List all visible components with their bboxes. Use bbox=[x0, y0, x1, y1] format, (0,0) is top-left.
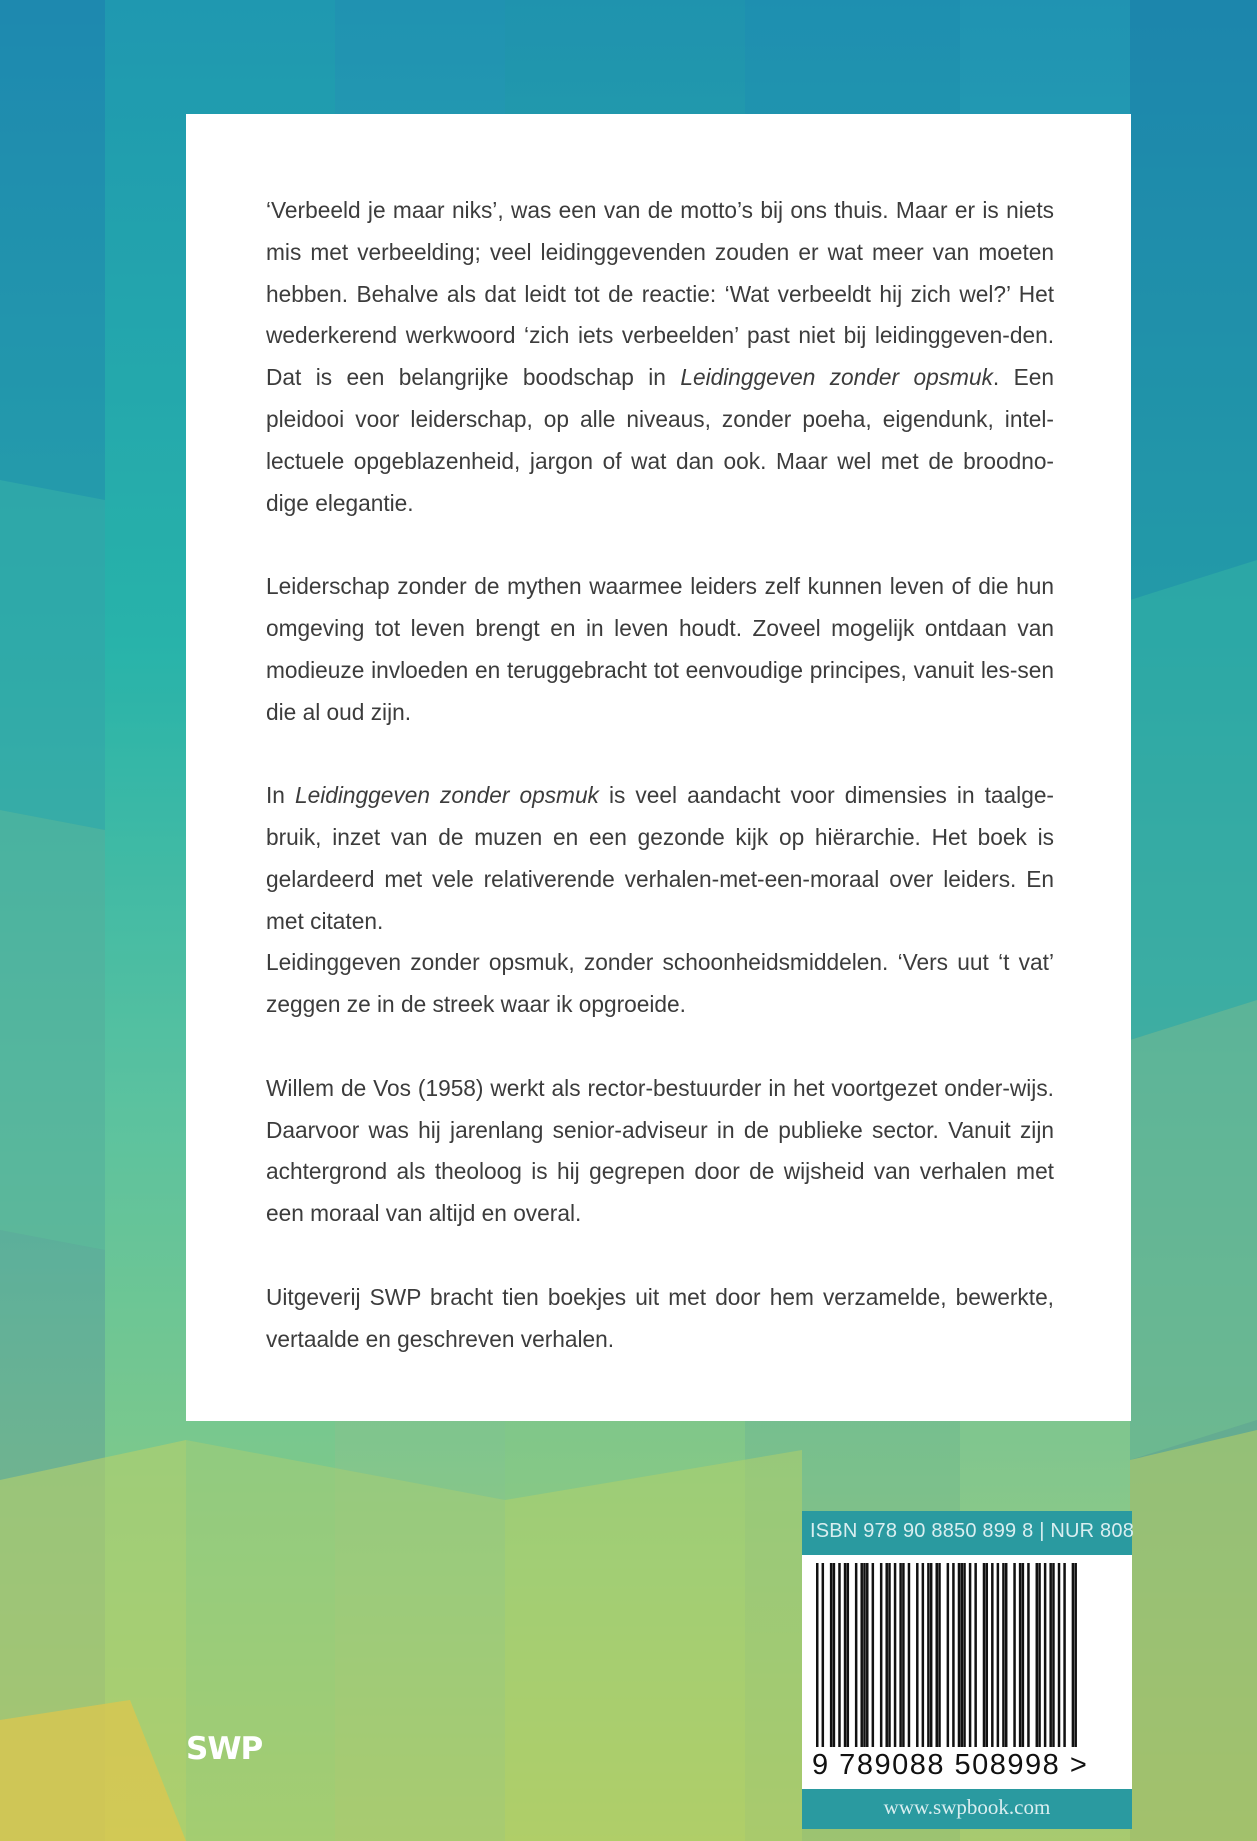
publisher-note: Uitgeverij SWP bracht tien boekjes uit met door hem verzamelde, bewerkte, vertaalde en geschreven verhalen. bbox=[266, 1283, 1054, 1352]
back-cover-text-panel bbox=[186, 114, 1131, 1421]
blurb-paragraph-3 bbox=[266, 775, 1054, 942]
swp-logo: SWP bbox=[186, 1731, 263, 1767]
book-title-italic: Leidinggeven zonder opsmuk bbox=[294, 782, 599, 809]
p3-text-a: In bbox=[266, 782, 295, 809]
p1-text-a: ‘Verbeeld je maar niks’, was een van de motto’s bij ons thuis. Maar er is niets mis met verbeelding; veel leidinggevenden zouden er wat meer van moeten hebben. Behalve als dat leidt tot de reactie: ‘Wat verbeeldt hij zich wel?’ Het wederkerend werkwoord ‘zich iets verbeelden’ past niet bij leidinggeven-den. Dat is een belangrijke boodschap in bbox=[266, 197, 1054, 391]
isbn-bar bbox=[802, 1511, 1135, 1555]
blurb-paragraph-4: Leidinggeven zonder opsmuk, zonder schoonheidsmiddelen. ‘Vers uut ‘t vat’ zeggen ze in de streek waar ik opgroeide. bbox=[266, 949, 1054, 1018]
website-label: www.swpbook.com bbox=[883, 1795, 1051, 1819]
blurb-paragraph-1 bbox=[266, 190, 1054, 524]
barcode-digits: 9 789088 508998 > bbox=[812, 1749, 1089, 1781]
barcode-block bbox=[802, 1511, 1135, 1829]
p1-text-b: . Een pleidooi voor leiderschap, op alle niveaus, zonder poeha, eigendunk, intel-lectuele opgeblazenheid, jargon of wat dan ook. Maar wel met de broodno-dige elegantie. bbox=[266, 364, 1054, 516]
book-title-italic: Leidinggeven zonder opsmuk bbox=[680, 364, 993, 391]
barcode-area bbox=[802, 1555, 1132, 1789]
isbn-nur-label: ISBN 978 90 8850 899 8 | NUR 808 bbox=[810, 1520, 1135, 1542]
barcode-bars bbox=[816, 1563, 1080, 1747]
p3-text-b: is veel aandacht voor dimensies in taalge-bruik, inzet van de muzen en een gezonde kijk op hiërarchie. Het boek is gelardeerd met vele relativerende verhalen-met-een-moraal over leiders. En met citaten. bbox=[266, 782, 1054, 934]
website-bar bbox=[802, 1789, 1132, 1829]
author-bio: Willem de Vos (1958) werkt als rector-bestuurder in het voortgezet onder-wijs. Daarvoor was hij jarenlang senior-adviseur in de publieke sector. Vanuit zijn achtergrond als theoloog is hij gegrepen door de wijsheid van verhalen met een moraal van altijd en overal. bbox=[266, 1074, 1054, 1227]
blurb-paragraph-2: Leiderschap zonder de mythen waarmee leiders zelf kunnen leven of die hun omgeving tot leven brengt en in leven houdt. Zoveel mogelijk ontdaan van modieuze invloeden en teruggebracht tot eenvoudige principes, vanuit les-sen die al oud zijn. bbox=[266, 573, 1054, 725]
